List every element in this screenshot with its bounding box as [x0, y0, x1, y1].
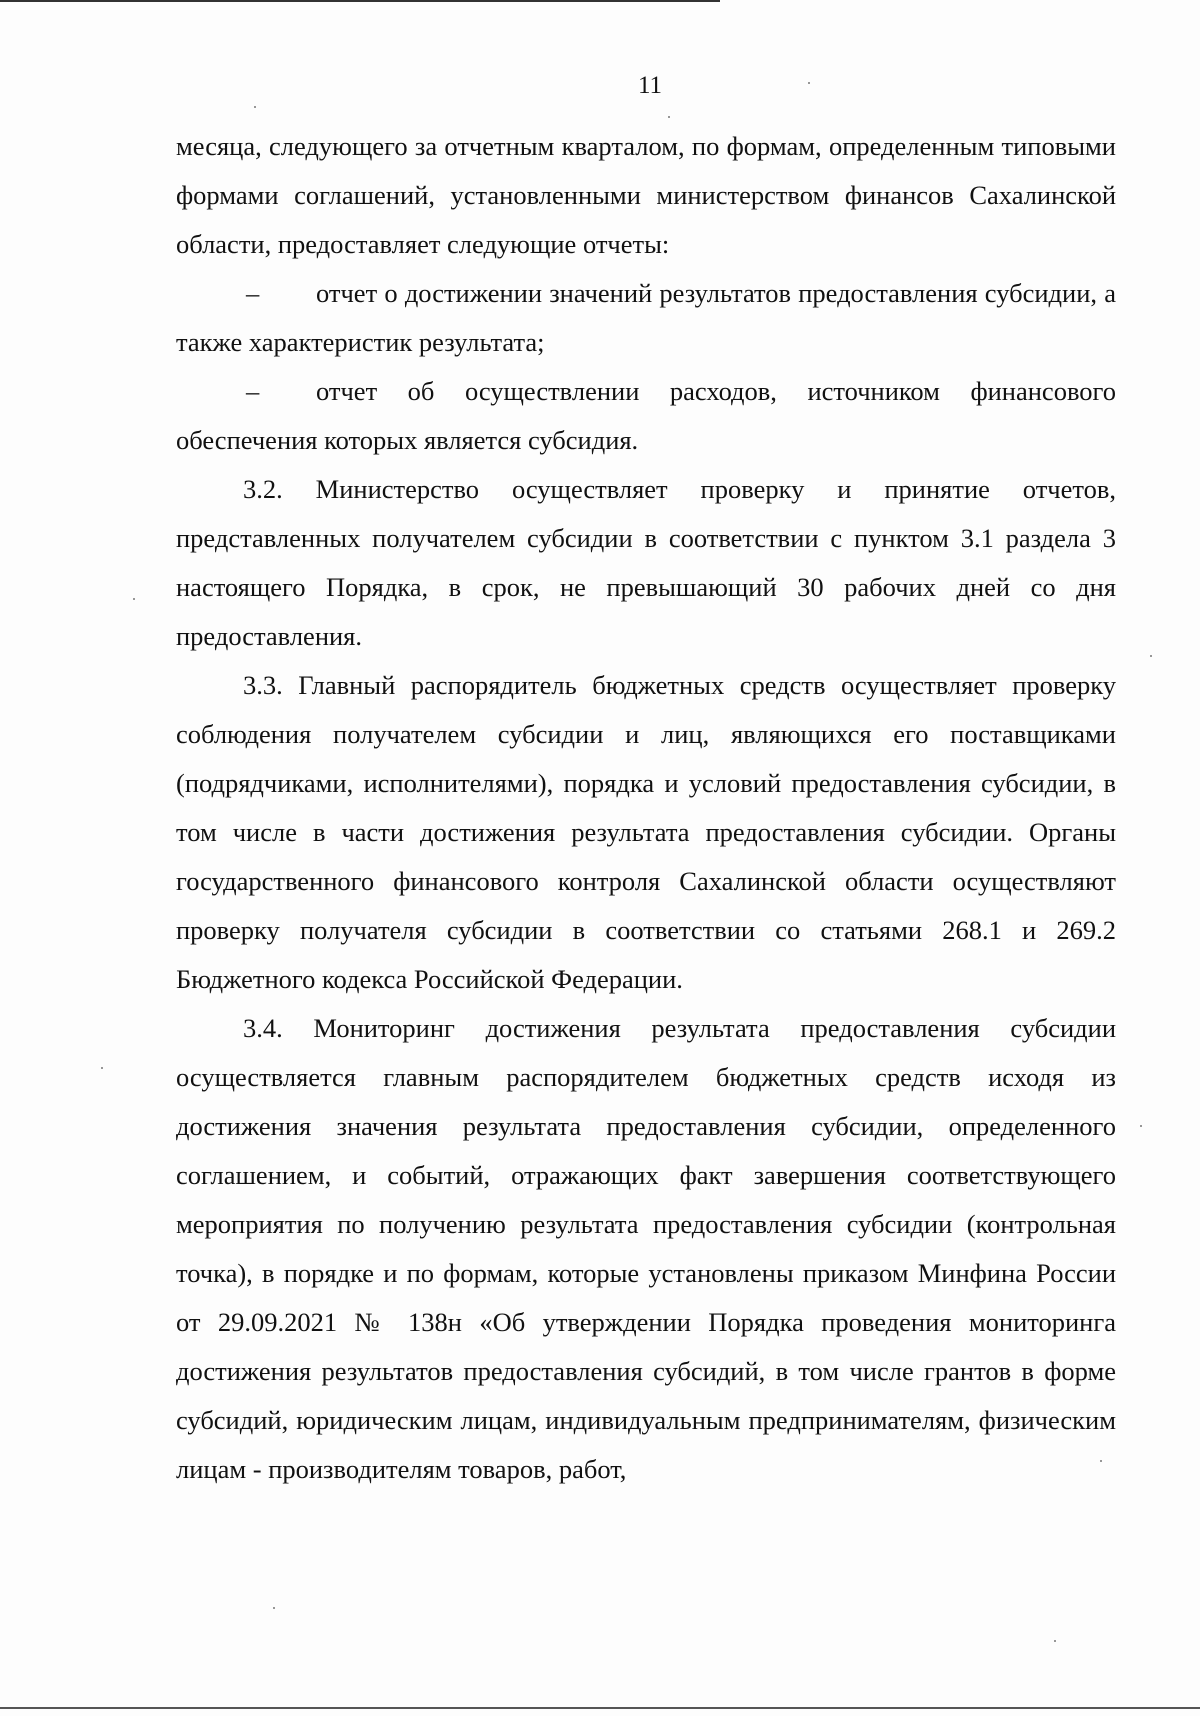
paragraph-3-4: 3.4. Мониторинг достижения результата предоставления субсидии осуществляется главным распорядителем бюджетных средств исходя из достижения значения результата предоставления субсидии, определенного соглашением, и событий, отражающих факт завершения соответствующего мероприятия по получению результата предоставления субсидии (контрольная точка), в порядке и по формам, которые установлены приказом Минфина России от 29.09.2021 № 138н «Об утверждении Порядка проведения мониторинга достижения результатов предоставления субсидий, в том числе грантов в форме субсидий, юридическим лицам, индивидуальным предпринимателям, физическим лицам - производителям товаров, работ,: [176, 1013, 1116, 1484]
scan-speck: [808, 82, 810, 84]
paragraph-continuation: месяца, следующего за отчетным кварталом, по формам, определенным типовыми формами соглашений, установленными министерством финансов Сахалинской области, предоставляет следующие отчеты:: [176, 131, 1116, 259]
list-item-text: отчет о достижении значений результатов предоставления субсидии, а также характеристик результата;: [176, 278, 1116, 357]
paragraph-3-2: 3.2. Министерство осуществляет проверку и принятие отчетов, представленных получателем субсидии в соответствии с пунктом 3.1 раздела 3 настоящего Порядка, в срок, не превышающий 30 рабочих дней со дня предоставления.: [176, 474, 1116, 651]
scan-speck: [254, 106, 256, 108]
scan-speck: [133, 598, 135, 600]
scan-speck: [101, 1067, 103, 1069]
scan-speck: [273, 1607, 275, 1609]
scan-speck: [1150, 655, 1152, 657]
page-number: 11: [637, 72, 663, 99]
document-body: [176, 122, 1116, 1494]
scan-speck: [1100, 1460, 1102, 1462]
scan-edge-top: [0, 0, 720, 2]
dash-marker: –: [246, 376, 260, 406]
dash-marker: –: [246, 278, 260, 308]
scan-speck: [668, 116, 670, 118]
scan-speck: [1054, 1640, 1056, 1642]
scan-speck: [1140, 1125, 1142, 1127]
paragraph-3-3: 3.3. Главный распорядитель бюджетных средств осуществляет проверку соблюдения получателем субсидии и лиц, являющихся его поставщиками (подрядчиками, исполнителями), порядка и условий предоставления субсидии, в том числе в части достижения результата предоставления субсидии. Органы государственного финансового контроля Сахалинской области осуществляют проверку получателя субсидии в соответствии со статьями 268.1 и 269.2 Бюджетного кодекса Российской Федерации.: [176, 670, 1116, 994]
list-item-text: отчет об осуществлении расходов, источником финансового обеспечения которых является субсидия.: [176, 376, 1116, 455]
list-item-report-results: [176, 269, 1116, 367]
scan-edge-bottom: [0, 1707, 1200, 1709]
list-item-report-expenses: [176, 367, 1116, 465]
